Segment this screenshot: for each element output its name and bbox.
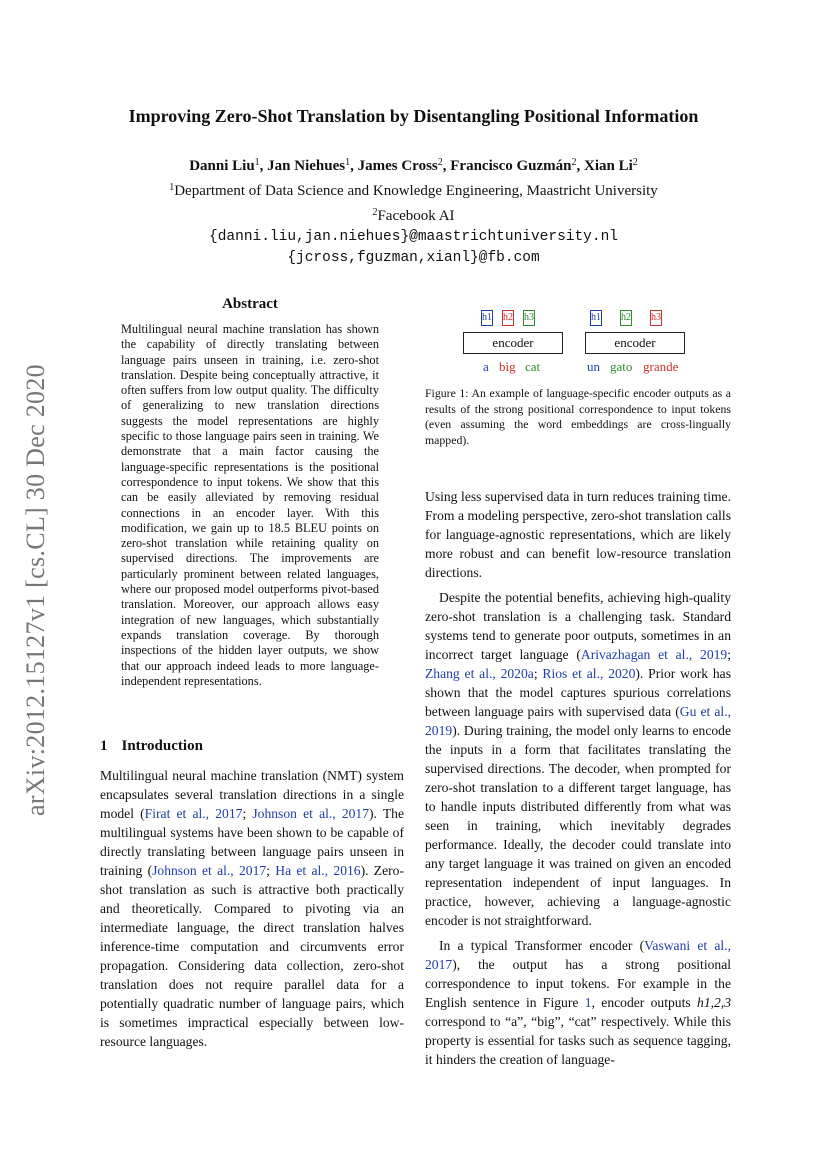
input-word: gato: [610, 359, 633, 374]
citation-link[interactable]: Ha et al., 2016: [275, 863, 361, 878]
email-2: {jcross,fguzman,xianl}@fb.com: [287, 250, 540, 266]
citation-link[interactable]: Johnson et al., 2017: [252, 806, 370, 821]
encoder-box: encoder: [585, 332, 685, 354]
citation-link[interactable]: Zhang et al., 2020a: [425, 666, 534, 681]
email-1: {danni.liu,jan.niehues}@maastrichtuniversity.nl: [209, 229, 618, 245]
affiliation-2: $^2$Facebook AI: [372, 207, 455, 224]
citation-link[interactable]: Arivazhagan et al., 2019: [580, 647, 728, 662]
paper-title: Improving Zero-Shot Translation by Disentangling Positional Information: [128, 106, 699, 126]
arxiv-stamp: arXiv:2012.15127v1 [cs.CL] 30 Dec 2020: [21, 364, 50, 816]
right-column-text: [425, 487, 731, 1075]
hidden-state-box: h1: [590, 310, 602, 326]
author-names: Danni Liu$^1$, Jan Niehues$^1$, James Cross$^2$, Francisco Guzmán$^2$, Xian Li$^2$: [189, 157, 638, 174]
citation-link[interactable]: Firat et al., 2017: [144, 806, 243, 821]
hidden-state-box: h2: [502, 310, 514, 326]
paragraph: Using less supervised data in turn reduces training time. From a modeling perspective, zero-shot translation calls for language-agnostic representations, which are likely more robust and can benefit low-resource translation directions.: [425, 489, 731, 580]
section-heading: 1 Introduction: [100, 738, 203, 754]
citation-link[interactable]: Gu et al., 2019: [425, 704, 731, 738]
hidden-state-box: h3: [650, 310, 662, 326]
paragraph: In a typical Transformer encoder (Vaswani et al., 2017), the output has a strong positional correspondence to input tokens. For example in the English sentence in Figure 1, encoder outputs h1,2,3 correspond to “a”, “big”, “cat” respectively. While this property is essential for tasks such as sequence tagging, it hinders the creation of language-: [425, 938, 731, 1067]
hidden-state-box: h2: [620, 310, 632, 326]
input-word: grande: [643, 359, 679, 374]
hidden-state-box: h1: [481, 310, 493, 326]
hidden-state-box: h3: [523, 310, 535, 326]
figure-ref-link[interactable]: 1: [584, 995, 592, 1010]
abstract-text: Multilingual neural machine translation has shown the capability of directly translating between language pairs unseen in training, i.e. zero-shot translation. Despite being conceptually attractive, it often suffers from low output quality. The difficulty of generalizing to new translation directions suggests the model representations are highly specific to those language pairs seen in training. We demonstrate that a main factor causing the language-specific representations is the positional correspondence to input tokens. We show that this can be easily alleviated by removing residual connections in an encoder layer. With this modification, we gain up to 18.5 BLEU points on zero-shot translation while retaining quality on supervised directions. The improvements are particularly prominent between related languages, where our proposed model outperforms pivot-based translation. Moreover, our approach allows easy integration of new languages, which substantially expands translation coverage. By thorough inspections of the hidden layer outputs, we show that our approach indeed leads to more language-independent representations.: [121, 322, 379, 688]
input-word: big: [499, 359, 516, 374]
paragraph: Despite the potential benefits, achieving high-quality zero-shot translation is a challenging task. Standard systems tend to generate poor outputs, sometimes in an incorrect target language (Arivazhagan et al., 2019; Zhang et al., 2020a; Rios et al., 2020). Prior work has shown that the model captures spurious correlations between language pairs with supervised data (Gu et al., 2019). During training, the model only learns to encode the inputs in a form that facilitates translating the supervised directions. The decoder, when prompted for zero-shot translation to a different target language, has to handle inputs distributed differently from what was seen in training, which inevitably degrades performance. Ideally, the decoder could translate into any target language it was trained on given an encoded representation independent of input languages. In practice, however, achieving a language-agnostic encoder is not straightforward.: [425, 590, 731, 928]
math-symbol: h1,2,3: [697, 995, 731, 1010]
author-block: [0, 152, 827, 269]
citation-link[interactable]: Johnson et al., 2017: [152, 863, 267, 878]
affiliation-1: $^1$Department of Data Science and Knowledge Engineering, Maastricht University: [169, 182, 658, 199]
input-word: a: [483, 359, 489, 374]
citation-link[interactable]: Rios et al., 2020: [542, 666, 636, 681]
encoder-box: encoder: [463, 332, 563, 354]
citation-link[interactable]: Vaswani et al., 2017: [425, 938, 731, 972]
figure-1: [425, 300, 731, 380]
input-word: un: [587, 359, 600, 374]
figure-caption: Figure 1: An example of language-specific encoder outputs as a results of the strong positional correspondence to input tokens (even assuming the word embeddings are cross-lingually mapped).: [425, 386, 731, 447]
intro-paragraph: Multilingual neural machine translation (NMT) system encapsulates several translation directions in a single model (Firat et al., 2017; Johnson et al., 2017). The multilingual systems have been shown to be capable of directly translating between language pairs unseen in training (Johnson et al., 2017; Ha et al., 2016). Zero-shot translation as such is attractive both practically and theoretically. Compared to pivoting via an intermediate language, the direct translation halves inference-time computation and circumvents error propagation. Considering data collection, zero-shot translation does not require parallel data for a potentially quadratic number of language pairs, which is sometimes impractical especially between low-resource languages.: [100, 768, 405, 1049]
input-word: cat: [525, 359, 541, 374]
abstract-heading: Abstract: [222, 296, 278, 312]
